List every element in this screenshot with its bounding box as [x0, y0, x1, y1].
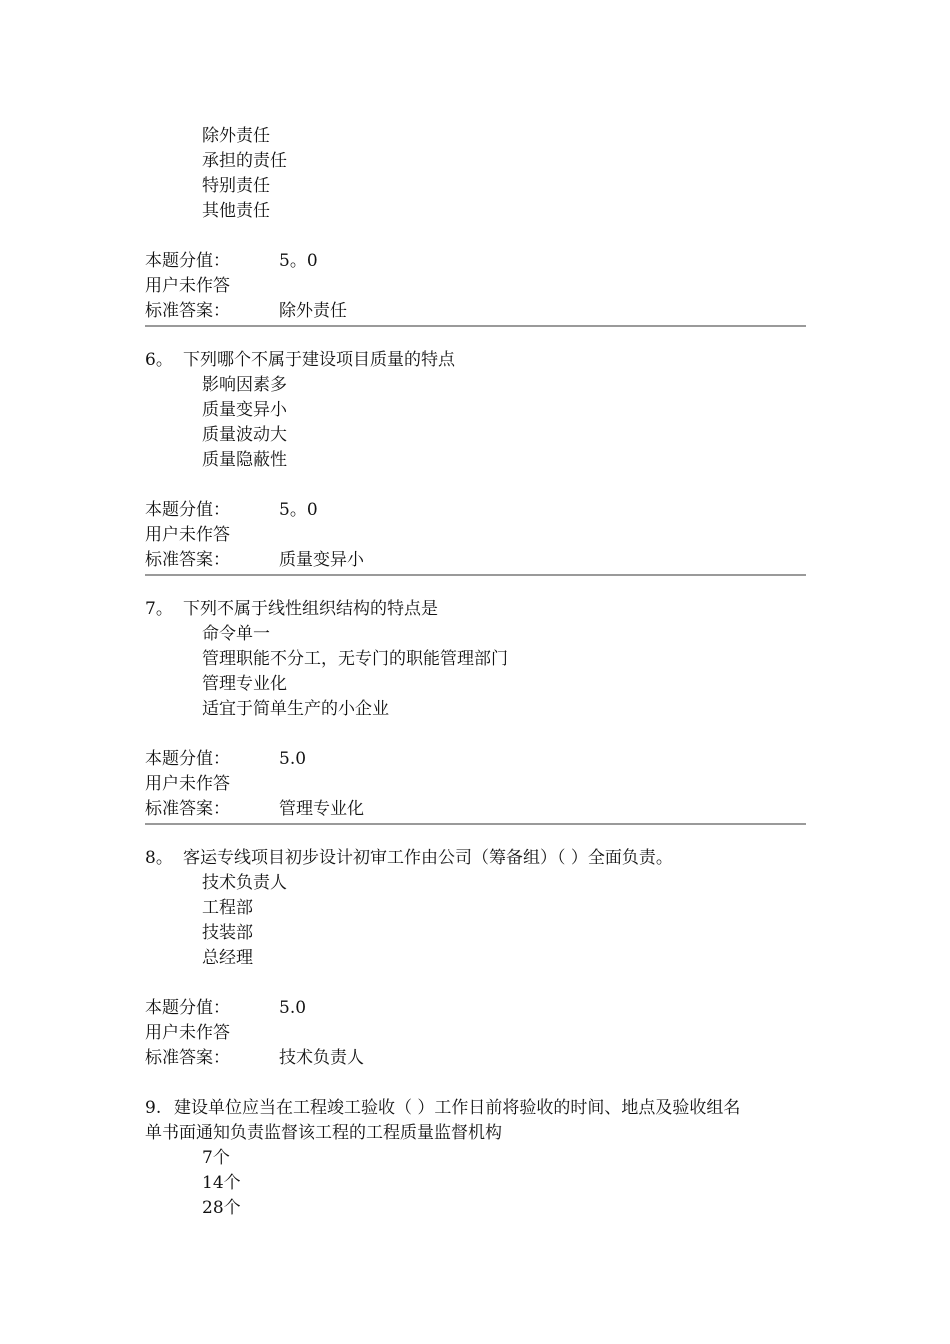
- answer-label: 标准答案：: [145, 799, 230, 819]
- option: 技术负责人: [202, 873, 287, 893]
- option: 管理职能不分工，无专门的职能管理部门: [202, 649, 508, 669]
- option: 特别责任: [202, 176, 270, 196]
- question-number: 7。: [145, 599, 173, 619]
- divider: [145, 325, 806, 327]
- option: 命令单一: [202, 624, 270, 644]
- unanswered-label: 用户未作答: [145, 525, 230, 545]
- option: 28个: [202, 1198, 241, 1218]
- question-number: 8。: [145, 848, 173, 868]
- answer-value: 技术负责人: [279, 1048, 364, 1068]
- question-text: 下列不属于线性组织结构的特点是: [183, 599, 438, 619]
- divider: [145, 574, 806, 576]
- score-value: 5.0: [279, 998, 307, 1018]
- option: 承担的责任: [202, 151, 287, 171]
- question-number: 9.: [145, 1098, 162, 1118]
- option: 7个: [202, 1148, 230, 1168]
- unanswered-label: 用户未作答: [145, 1023, 230, 1043]
- question-text: 客运专线项目初步设计初审工作由公司（筹备组）（ ）全面负责。: [183, 848, 673, 868]
- score-label: 本题分值：: [145, 749, 230, 769]
- answer-value: 质量变异小: [279, 550, 364, 570]
- option: 质量波动大: [202, 425, 287, 445]
- question-text: 下列哪个不属于建设项目质量的特点: [183, 350, 455, 370]
- option: 适宜于简单生产的小企业: [202, 699, 389, 719]
- answer-label: 标准答案：: [145, 1048, 230, 1068]
- option: 影响因素多: [202, 375, 287, 395]
- score-value: 5。0: [279, 251, 318, 271]
- option: 其他责任: [202, 201, 270, 221]
- score-label: 本题分值：: [145, 500, 230, 520]
- option: 管理专业化: [202, 674, 287, 694]
- question-text-continued: 单书面通知负责监督该工程的工程质量监督机构: [145, 1123, 502, 1143]
- divider: [145, 823, 806, 825]
- unanswered-label: 用户未作答: [145, 774, 230, 794]
- answer-value: 管理专业化: [279, 799, 364, 819]
- option: 总经理: [202, 948, 253, 968]
- option: 质量变异小: [202, 400, 287, 420]
- option: 14个: [202, 1173, 241, 1193]
- question-text: 建设单位应当在工程竣工验收（ ）工作日前将验收的时间、地点及验收组名: [174, 1098, 741, 1118]
- score-label: 本题分值：: [145, 998, 230, 1018]
- option: 除外责任: [202, 126, 270, 146]
- answer-label: 标准答案：: [145, 301, 230, 321]
- unanswered-label: 用户未作答: [145, 276, 230, 296]
- score-value: 5.0: [279, 749, 307, 769]
- question-number: 6。: [145, 350, 173, 370]
- answer-value: 除外责任: [279, 301, 347, 321]
- option: 工程部: [202, 898, 253, 918]
- score-label: 本题分值：: [145, 251, 230, 271]
- answer-label: 标准答案：: [145, 550, 230, 570]
- score-value: 5。0: [279, 500, 318, 520]
- option: 质量隐蔽性: [202, 450, 287, 470]
- option: 技装部: [202, 923, 253, 943]
